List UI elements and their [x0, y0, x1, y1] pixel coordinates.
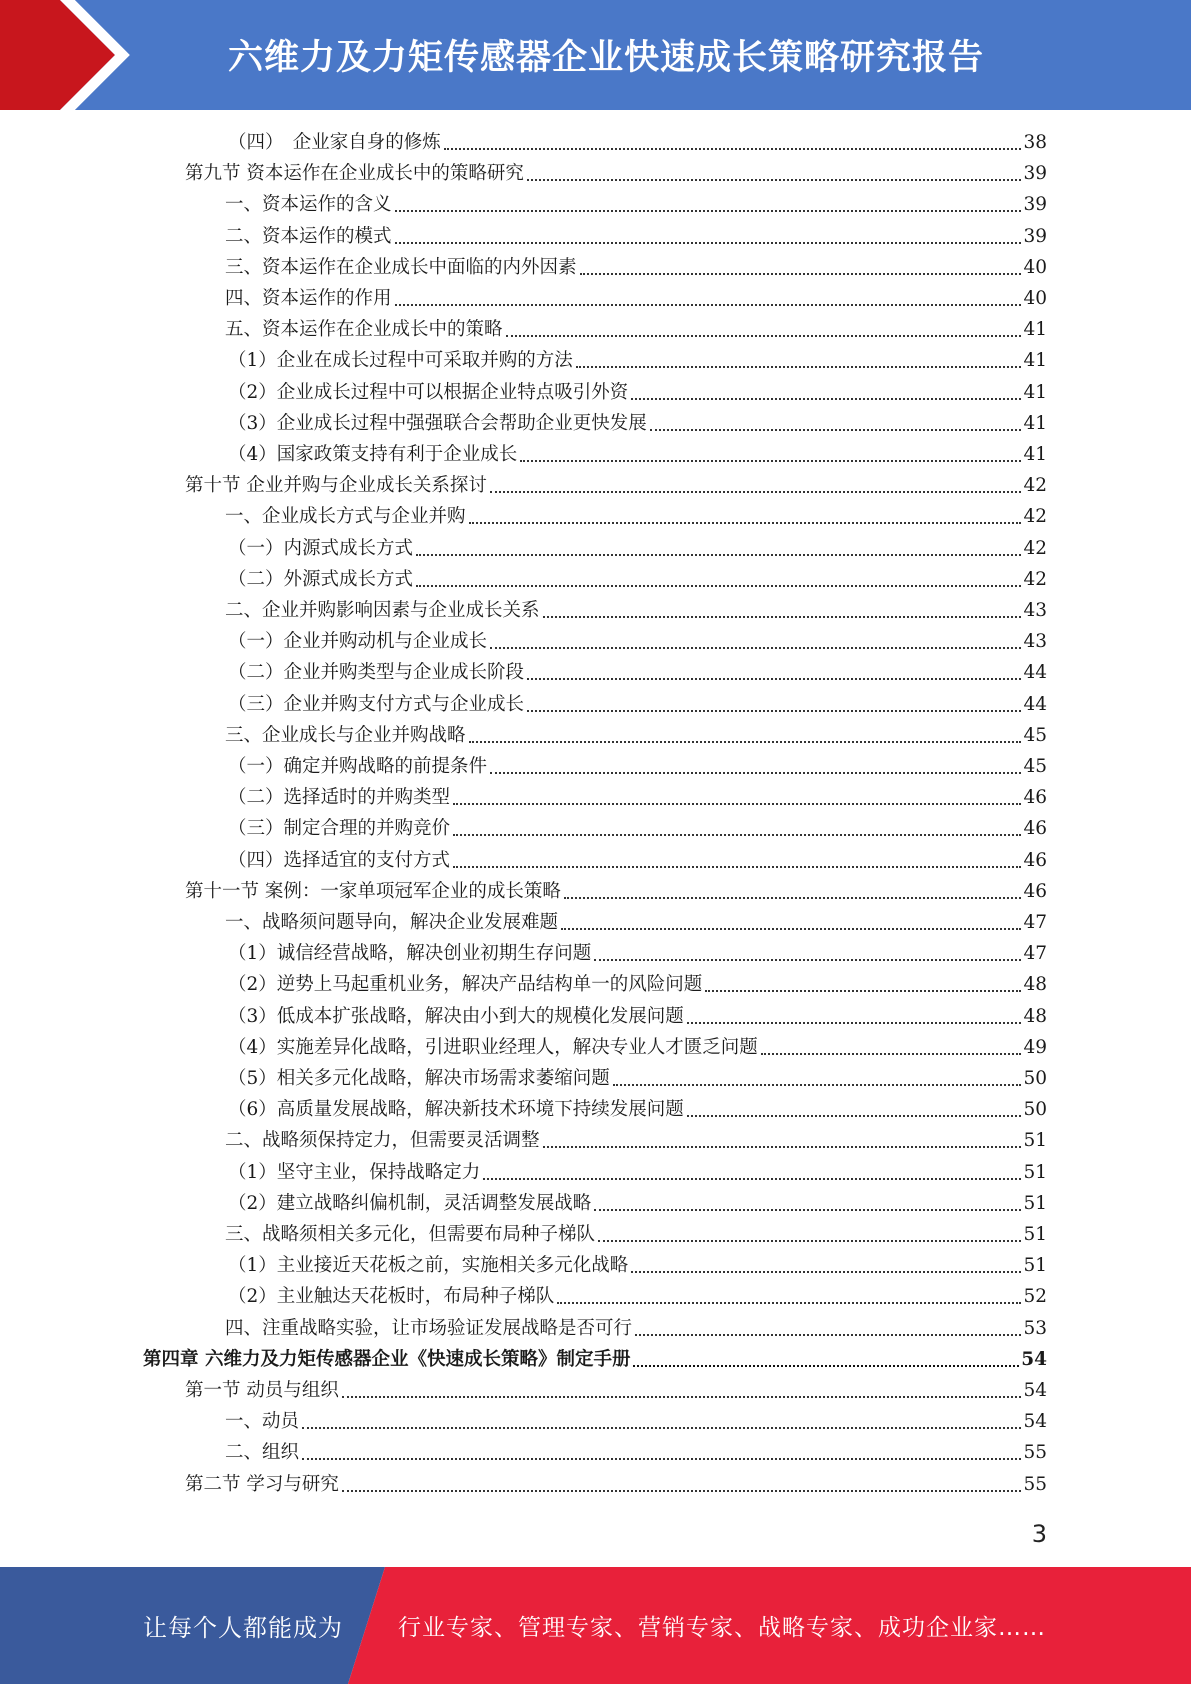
toc-entry-label: （6）高质量发展战略，解决新技术环境下持续发展问题 — [228, 1099, 684, 1121]
toc-entry-label: （三）制定合理的并购竞价 — [228, 818, 451, 840]
toc-dot-leader — [342, 1489, 1022, 1492]
toc-dot-leader — [650, 428, 1022, 431]
toc-dot-leader — [490, 646, 1021, 649]
toc-entry-page: 41 — [1023, 444, 1047, 465]
toc-dot-leader — [469, 521, 1022, 524]
toc-dot-leader — [453, 802, 1021, 805]
toc-entry-label: 三、战略须相关多元化，但需要布局种子梯队 — [225, 1224, 596, 1245]
toc-dot-leader — [580, 272, 1022, 275]
toc-entry-page: 43 — [1023, 631, 1047, 653]
toc-dot-leader — [633, 1364, 1019, 1367]
toc-dot-leader — [444, 147, 1022, 150]
toc-dot-leader — [302, 1426, 1021, 1429]
toc-entry[interactable] — [228, 782, 1047, 813]
toc-entry-label: （一）企业并购动机与企业成长 — [228, 631, 488, 653]
toc-entry-label: （二）外源式成长方式 — [228, 568, 414, 590]
toc-dot-leader — [631, 397, 1021, 400]
toc-entry[interactable] — [228, 1281, 1047, 1312]
toc-dot-leader — [594, 1208, 1021, 1211]
toc-dot-leader — [613, 1083, 1022, 1086]
toc-dot-leader — [687, 1114, 1022, 1117]
toc-dot-leader — [527, 709, 1021, 712]
toc-dot-leader — [705, 989, 1021, 992]
toc-entry-label: （四） 企业家自身的修炼 — [228, 132, 441, 153]
toc-entry[interactable] — [228, 1188, 1047, 1219]
toc-entry-page: 41 — [1023, 350, 1047, 372]
toc-entry[interactable] — [225, 1437, 1047, 1468]
toc-entry-page: 40 — [1023, 256, 1047, 278]
toc-entry-page: 46 — [1023, 818, 1047, 840]
page-header — [0, 0, 1191, 110]
toc-entry[interactable] — [143, 1344, 1047, 1375]
toc-entry[interactable] — [228, 626, 1047, 657]
toc-entry[interactable] — [228, 377, 1047, 408]
toc-entry[interactable] — [228, 533, 1047, 564]
toc-entry-label: （2）建立战略纠偏机制，灵活调整发展战略 — [228, 1192, 592, 1214]
toc-entry[interactable] — [228, 813, 1047, 844]
toc-entry[interactable] — [185, 1375, 1047, 1406]
toc-entry-label: 一、企业成长方式与企业并购 — [225, 506, 466, 528]
toc-entry-label: 四、注重战略实验，让市场验证发展战略是否可行 — [225, 1317, 633, 1339]
toc-dot-leader — [342, 1395, 1022, 1398]
toc-entry[interactable] — [225, 189, 1047, 220]
toc-entry-page: 52 — [1023, 1286, 1047, 1308]
toc-entry-label: （一）内源式成长方式 — [228, 537, 414, 559]
toc-entry[interactable] — [228, 127, 1047, 158]
toc-entry[interactable] — [228, 1001, 1047, 1032]
toc-entry-label: （二）企业并购类型与企业成长阶段 — [228, 662, 525, 684]
toc-dot-leader — [395, 209, 1022, 212]
toc-dot-leader — [557, 1301, 1021, 1304]
toc-entry[interactable] — [228, 1157, 1047, 1188]
toc-dot-leader — [761, 1052, 1022, 1055]
footer-slogan-left: 让每个人都能成为 — [143, 1614, 343, 1642]
toc-entry-label: 第十节 企业并购与企业成长关系探讨 — [185, 475, 487, 497]
toc-entry-label: （4）国家政策支持有利于企业成长 — [228, 444, 518, 465]
toc-entry-page: 39 — [1023, 194, 1047, 216]
toc-entry-page: 41 — [1023, 412, 1047, 434]
toc-entry[interactable] — [228, 845, 1047, 876]
toc-entry-label: 第九节 资本运作在企业成长中的策略研究 — [185, 163, 524, 185]
toc-entry[interactable] — [225, 252, 1047, 283]
toc-dot-leader — [527, 178, 1022, 181]
toc-entry-page: 53 — [1023, 1317, 1047, 1339]
toc-dot-leader — [561, 927, 1021, 930]
toc-dot-leader — [564, 896, 1022, 899]
toc-dot-leader — [453, 865, 1021, 868]
arrow-decoration-icon — [0, 0, 160, 110]
footer-slogan-right: 行业专家、管理专家、营销专家、战略专家、成功企业家…… — [398, 1615, 1046, 1641]
toc-dot-leader — [483, 1177, 1021, 1180]
toc-entry-page: 51 — [1023, 1161, 1047, 1183]
toc-dot-leader — [635, 1333, 1021, 1336]
toc-entry[interactable] — [225, 283, 1047, 314]
toc-dot-leader — [576, 365, 1022, 368]
toc-entry[interactable] — [225, 907, 1047, 938]
toc-dot-leader — [416, 553, 1021, 556]
toc-entry-label: （2）主业触达天花板时，布局种子梯队 — [228, 1286, 555, 1308]
toc-entry-label: 二、资本运作的模式 — [225, 225, 392, 247]
toc-entry[interactable] — [225, 314, 1047, 345]
toc-entry[interactable] — [228, 408, 1047, 439]
toc-dot-leader — [395, 303, 1022, 306]
toc-entry-label: （5）相关多元化战略，解决市场需求萎缩问题 — [228, 1068, 610, 1089]
toc-entry-page: 51 — [1023, 1130, 1047, 1152]
toc-entry[interactable] — [225, 221, 1047, 252]
toc-entry-label: 二、企业并购影响因素与企业成长关系 — [225, 600, 540, 621]
toc-entry-page: 44 — [1023, 662, 1047, 684]
toc-entry-page: 48 — [1023, 1005, 1047, 1027]
toc-entry-label: 第十一节 案例：一家单项冠军企业的成长策略 — [185, 880, 561, 902]
toc-entry-page: 47 — [1023, 912, 1047, 933]
header-title: 六维力及力矩传感器企业快速成长策略研究报告 — [228, 38, 985, 78]
toc-entry[interactable] — [225, 720, 1047, 751]
toc-entry-page: 55 — [1023, 1473, 1047, 1495]
toc-entry-page: 38 — [1023, 132, 1047, 153]
toc-entry[interactable] — [225, 501, 1047, 532]
toc-entry-page: 46 — [1023, 880, 1047, 902]
toc-entry-label: （1）坚守主业，保持战略定力 — [228, 1161, 481, 1183]
toc-entry-page: 50 — [1023, 1099, 1047, 1121]
toc-dot-leader — [302, 1457, 1021, 1460]
toc-entry-label: 二、组织 — [225, 1442, 300, 1464]
page-number: 3 — [1031, 1520, 1047, 1548]
toc-entry-label: （2）逆势上马起重机业务，解决产品结构单一的风险问题 — [228, 974, 703, 996]
toc-entry-page: 46 — [1023, 849, 1047, 871]
page-footer — [0, 1567, 1191, 1684]
toc-entry-label: 一、资本运作的含义 — [225, 194, 392, 216]
toc-entry-page: 50 — [1023, 1068, 1047, 1089]
toc-dot-leader — [506, 334, 1022, 337]
toc-entry[interactable] — [228, 689, 1047, 720]
toc-entry-label: （三）企业并购支付方式与企业成长 — [228, 693, 525, 715]
toc-entry-page: 48 — [1023, 974, 1047, 996]
toc-entry-page: 42 — [1023, 475, 1047, 497]
toc-entry-label: 四、资本运作的作用 — [225, 288, 392, 309]
toc-dot-leader — [594, 958, 1021, 961]
toc-entry-label: （1）企业在成长过程中可采取并购的方法 — [228, 350, 573, 372]
toc-entry[interactable] — [185, 470, 1047, 501]
toc-entry-label: 一、动员 — [225, 1411, 300, 1433]
toc-entry-page: 51 — [1023, 1255, 1047, 1277]
toc-dot-leader — [527, 677, 1021, 680]
toc-entry[interactable] — [185, 158, 1047, 189]
toc-entry[interactable] — [228, 657, 1047, 688]
toc-entry-page: 44 — [1023, 693, 1047, 715]
toc-dot-leader — [490, 490, 1022, 493]
toc-entry[interactable] — [185, 1469, 1047, 1500]
toc-dot-leader — [687, 1021, 1022, 1024]
toc-entry-label: 三、资本运作在企业成长中面临的内外因素 — [225, 256, 577, 278]
toc-entry-label: （3）企业成长过程中强强联合会帮助企业更快发展 — [228, 412, 647, 434]
toc-entry-page: 42 — [1023, 537, 1047, 559]
toc-entry-page: 42 — [1023, 506, 1047, 528]
toc-entry[interactable] — [225, 1125, 1047, 1156]
toc-dot-leader — [520, 459, 1021, 462]
toc-entry[interactable] — [225, 1219, 1047, 1250]
toc-entry-label: （二）选择适时的并购类型 — [228, 787, 451, 809]
toc-dot-leader — [598, 1239, 1021, 1242]
toc-entry-page: 45 — [1023, 756, 1047, 777]
toc-entry[interactable] — [228, 1063, 1047, 1094]
toc-dot-leader — [543, 1145, 1022, 1148]
toc-entry-page: 54 — [1021, 1348, 1047, 1370]
toc-dot-leader — [416, 584, 1021, 587]
toc-entry-page: 54 — [1023, 1411, 1047, 1433]
toc-entry-label: 二、战略须保持定力，但需要灵活调整 — [225, 1130, 540, 1152]
toc-entry-page: 47 — [1023, 943, 1047, 965]
toc-entry[interactable] — [228, 564, 1047, 595]
toc-entry-page: 49 — [1023, 1036, 1047, 1058]
toc-entry-page: 41 — [1023, 381, 1047, 403]
toc-entry-page: 54 — [1023, 1380, 1047, 1401]
toc-entry-label: （一）确定并购战略的前提条件 — [228, 756, 488, 777]
toc-entry-label: 第四章 六维力及力矩传感器企业《快速成长策略》制定手册 — [143, 1348, 631, 1370]
toc-entry-label: 三、企业成长与企业并购战略 — [225, 724, 466, 746]
toc-entry-page: 46 — [1023, 787, 1047, 809]
toc-entry[interactable] — [228, 969, 1047, 1000]
toc-entry-label: （2）企业成长过程中可以根据企业特点吸引外资 — [228, 381, 629, 403]
toc-entry-page: 42 — [1023, 568, 1047, 590]
toc-entry[interactable] — [185, 876, 1047, 907]
toc-dot-leader — [631, 1270, 1021, 1273]
toc-entry-page: 39 — [1023, 225, 1047, 247]
toc-entry[interactable] — [228, 751, 1047, 782]
toc-dot-leader — [453, 833, 1021, 836]
toc-entry-page: 51 — [1023, 1192, 1047, 1214]
toc-entry-label: （四）选择适宜的支付方式 — [228, 849, 451, 871]
toc-entry-label: 第一节 动员与组织 — [185, 1380, 339, 1401]
toc-entry[interactable] — [228, 938, 1047, 969]
toc-entry-label: （1）诚信经营战略，解决创业初期生存问题 — [228, 943, 592, 965]
toc-entry-page: 40 — [1023, 288, 1047, 309]
toc-entry-page: 43 — [1023, 600, 1047, 621]
toc-dot-leader — [543, 615, 1022, 618]
toc-entry-page: 41 — [1023, 319, 1047, 341]
toc-entry-label: 五、资本运作在企业成长中的策略 — [225, 319, 503, 341]
toc-dot-leader — [490, 771, 1021, 774]
toc-entry[interactable] — [225, 1313, 1047, 1344]
toc-dot-leader — [469, 740, 1022, 743]
toc-entry-label: 第二节 学习与研究 — [185, 1473, 339, 1495]
toc-entry[interactable] — [228, 1032, 1047, 1063]
toc-entry-page: 45 — [1023, 724, 1047, 746]
toc-entry-label: （1）主业接近天花板之前，实施相关多元化战略 — [228, 1255, 629, 1277]
toc-dot-leader — [395, 241, 1022, 244]
toc-entry[interactable] — [228, 1094, 1047, 1125]
toc-entry[interactable] — [225, 595, 1047, 626]
toc-entry[interactable] — [228, 345, 1047, 376]
toc-entry[interactable] — [225, 1406, 1047, 1437]
toc-entry-label: 一、战略须问题导向，解决企业发展难题 — [225, 912, 559, 933]
toc-entry-label: （3）低成本扩张战略，解决由小到大的规模化发展问题 — [228, 1005, 684, 1027]
toc-entry-label: （4）实施差异化战略，引进职业经理人，解决专业人才匮乏问题 — [228, 1036, 758, 1058]
toc-entry[interactable] — [228, 1250, 1047, 1281]
toc-entry-page: 39 — [1023, 163, 1047, 185]
toc-entry-page: 55 — [1023, 1442, 1047, 1464]
toc-entry-page: 51 — [1023, 1224, 1047, 1245]
toc-entry[interactable] — [228, 439, 1047, 470]
